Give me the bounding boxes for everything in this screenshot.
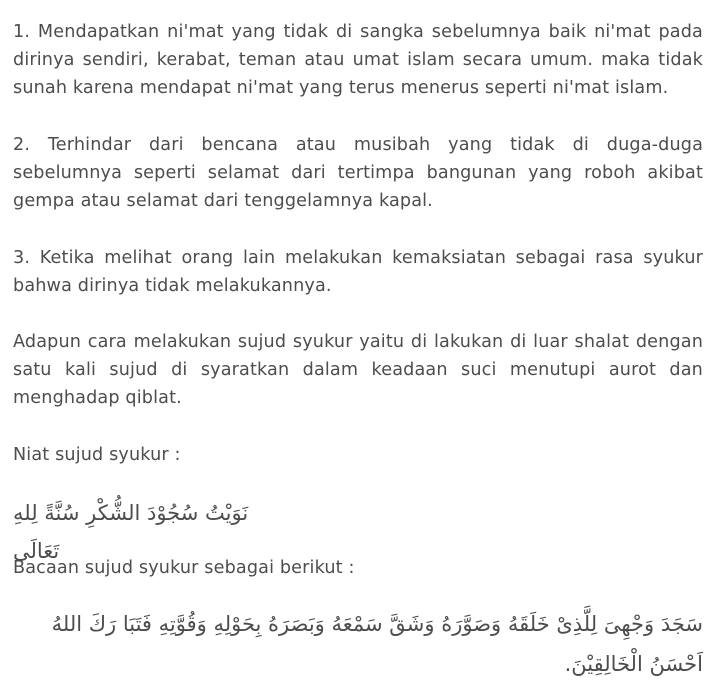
bacaan-arabic-text: سَجَدَ وَجْهِىَ لِلَّذِىْ خَلَقَهُ وَصَوَّرَهُ وَشَقَّ سَمْعَهُ وَبَصَرَهُ بِحَوْلِهِ وَقُوَّتِهِ فَتَبَا رَكَ اللهُ اَحْسَنُ الْخَالِقِيْنَ. xyxy=(51,612,703,676)
paragraph-point-1: 1. Mendapatkan ni'mat yang tidak di sangka sebelumnya baik ni'mat pada dirinya sendiri, kerabat, teman atau umat islam secara umum. maka tidak sunah karena mendapat ni'mat yang terus menerus seperti ni'mat islam. xyxy=(13,22,703,99)
niat-heading: Niat sujud syukur : xyxy=(13,445,181,465)
paragraph-point-2: 2. Terhindar dari bencana atau musibah yang tidak di duga-duga sebelumnya seperti selamat dari tertimpa bangunan yang roboh akibat gempa atau selamat dari tenggelamnya kapal. xyxy=(13,135,703,212)
paragraph-procedure: Adapun cara melakukan sujud syukur yaitu di lakukan di luar shalat dengan satu kali sujud di syaratkan dalam keadaan suci menutupi aurot dan menghadap qiblat. xyxy=(13,332,703,409)
bacaan-heading: Bacaan sujud syukur sebagai berikut : xyxy=(13,558,355,578)
niat-arabic-text: نَوَيْتُ سُجُوْدَ الشُّكْرِ سُنَّةً لِلهِ تَعَالَى xyxy=(13,501,249,563)
paragraph-point-3: 3. Ketika melihat orang lain melakukan kemaksiatan sebagai rasa syukur bahwa dirinya tidak melakukannya. xyxy=(13,248,703,297)
